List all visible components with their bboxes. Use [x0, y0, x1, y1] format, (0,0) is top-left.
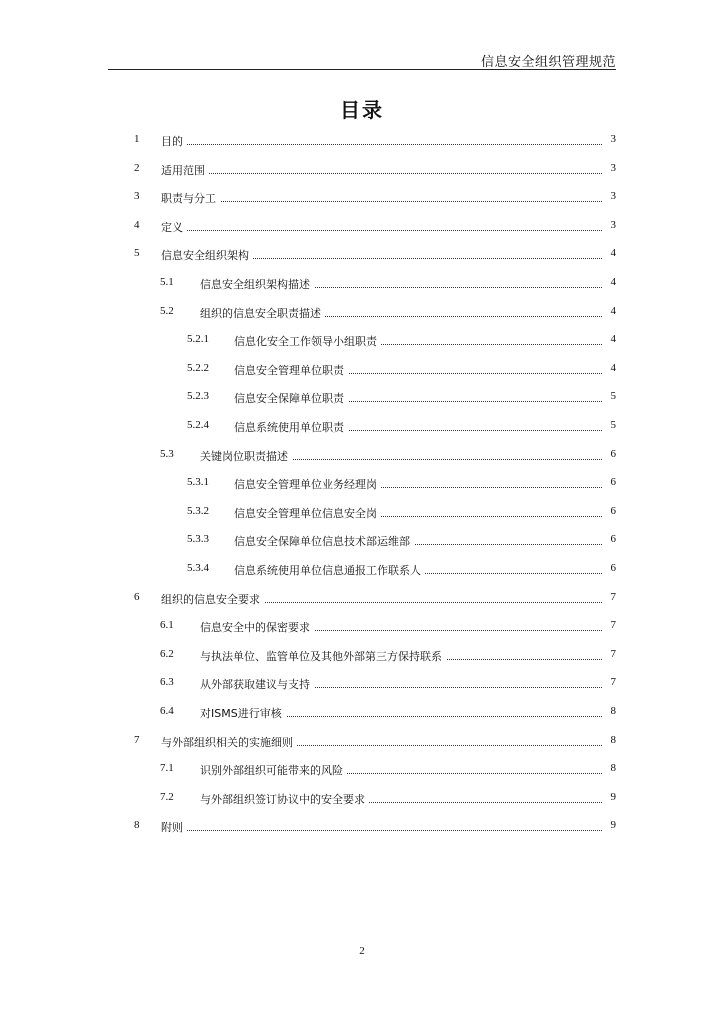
toc-entry-number: 5.3.4	[187, 562, 209, 574]
toc-entry-title: 组织的信息安全职责描述	[200, 305, 325, 321]
toc-entry-number: 6.3	[160, 676, 174, 688]
toc-entry-page: 6	[607, 476, 617, 488]
toc-entry-title: 信息系统使用单位信息通报工作联系人	[234, 562, 425, 578]
toc-entry-title: 信息安全管理单位职责	[234, 362, 348, 378]
toc-entry-page: 7	[607, 619, 617, 631]
toc-entry-title: 信息安全组织架构	[161, 247, 253, 263]
toc-entry[interactable]	[0, 762, 724, 780]
toc-entry[interactable]	[0, 648, 724, 666]
toc-entry-number: 5.2.2	[187, 362, 209, 374]
toc-entry-page: 4	[607, 333, 617, 345]
toc-entry-page: 3	[607, 162, 617, 174]
toc-entry-page: 7	[607, 591, 617, 603]
toc-entry[interactable]	[0, 133, 724, 151]
toc-entry-number: 5.3.3	[187, 533, 209, 545]
toc-entry[interactable]	[0, 219, 724, 237]
toc-entry-title: 组织的信息安全要求	[161, 591, 264, 607]
toc-entry[interactable]	[0, 791, 724, 809]
toc-entry[interactable]	[0, 562, 724, 580]
toc-entry-page: 6	[607, 505, 617, 517]
toc-entry[interactable]	[0, 247, 724, 265]
toc-entry-page: 8	[607, 762, 617, 774]
toc-entry-page: 3	[607, 133, 617, 145]
toc-entry-number: 6.4	[160, 705, 174, 717]
toc-entry[interactable]	[0, 476, 724, 494]
toc-entry[interactable]	[0, 362, 724, 380]
toc-entry-number: 6.1	[160, 619, 174, 631]
toc-entry-title: 信息安全管理单位信息安全岗	[234, 505, 381, 521]
toc-entry-page: 7	[607, 676, 617, 688]
toc-entry-page: 6	[607, 533, 617, 545]
toc-entry-title: 目的	[161, 133, 187, 149]
document-title: 信息安全组织管理规范	[480, 55, 616, 70]
toc-entry[interactable]	[0, 819, 724, 837]
toc-entry-page: 3	[607, 219, 617, 231]
toc-entry-number: 5.2.4	[187, 419, 209, 431]
toc-entry-number: 5.2	[160, 305, 174, 317]
toc-leader-dots	[161, 201, 602, 202]
toc-entry-page: 9	[607, 819, 617, 831]
toc-entry-title: 关键岗位职责描述	[200, 448, 292, 464]
toc-entry-number: 5.2.3	[187, 390, 209, 402]
toc-entry-number: 5.1	[160, 276, 174, 288]
toc-entry[interactable]	[0, 705, 724, 723]
toc-entry-title: 信息安全保障单位职责	[234, 390, 348, 406]
toc-entry[interactable]	[0, 734, 724, 752]
toc-entry-number: 8	[134, 819, 140, 831]
toc-entry[interactable]	[0, 619, 724, 637]
header-divider	[108, 69, 616, 70]
toc-entry-number: 5	[134, 247, 140, 259]
toc-entry-number: 7.1	[160, 762, 174, 774]
toc-entry-page: 7	[607, 648, 617, 660]
toc-entry-number: 5.3.1	[187, 476, 209, 488]
toc-leader-dots	[161, 144, 602, 145]
toc-entry-title: 识别外部组织可能带来的风险	[200, 762, 347, 778]
toc-entry-number: 2	[134, 162, 140, 174]
toc-entry-title: 信息安全管理单位业务经理岗	[234, 476, 381, 492]
toc-leader-dots	[161, 230, 602, 231]
toc-entry[interactable]	[0, 390, 724, 408]
toc-leader-dots	[161, 830, 602, 831]
toc-entry-number: 1	[134, 133, 140, 145]
footer-page-number: 2	[359, 945, 365, 957]
toc-entry-title: 信息安全中的保密要求	[200, 619, 314, 635]
toc-entry-page: 5	[607, 419, 617, 431]
toc-entry-title: 对ISMS进行审核	[200, 705, 286, 721]
toc-entry-page: 9	[607, 791, 617, 803]
toc-entry-number: 5.3.2	[187, 505, 209, 517]
toc-entry[interactable]	[0, 190, 724, 208]
toc-entry[interactable]	[0, 448, 724, 466]
toc-entry[interactable]	[0, 505, 724, 523]
toc-entry-number: 6	[134, 591, 140, 603]
toc-heading: 目录	[340, 98, 384, 122]
toc-entry-page: 6	[607, 448, 617, 460]
toc-entry-title: 与外部组织相关的实施细则	[161, 734, 297, 750]
toc-entry-number: 4	[134, 219, 140, 231]
toc-entry-title: 适用范围	[161, 162, 209, 178]
toc-entry-title: 与外部组织签订协议中的安全要求	[200, 791, 369, 807]
toc-entry-title: 定义	[161, 219, 187, 235]
toc-entry[interactable]	[0, 333, 724, 351]
toc-entry-page: 6	[607, 562, 617, 574]
toc-entry-number: 7	[134, 734, 140, 746]
toc-entry[interactable]	[0, 305, 724, 323]
toc-entry-number: 7.2	[160, 791, 174, 803]
toc-entry-number: 6.2	[160, 648, 174, 660]
toc-entry-page: 3	[607, 190, 617, 202]
toc-entry-title: 职责与分工	[161, 190, 220, 206]
toc-entry-page: 8	[607, 734, 617, 746]
toc-leader-dots	[161, 173, 602, 174]
toc-entry-page: 4	[607, 276, 617, 288]
toc-entry-number: 5.2.1	[187, 333, 209, 345]
toc-entry-number: 5.3	[160, 448, 174, 460]
toc-entry[interactable]	[0, 676, 724, 694]
toc-entry-title: 信息安全组织架构描述	[200, 276, 314, 292]
toc-entry-number: 3	[134, 190, 140, 202]
toc-entry-title: 与执法单位、监管单位及其他外部第三方保持联系	[200, 648, 446, 664]
toc-entry-page: 8	[607, 705, 617, 717]
toc-entry-page: 4	[607, 305, 617, 317]
toc-entry-page: 4	[607, 247, 617, 259]
toc-entry-title: 信息化安全工作领导小组职责	[234, 333, 381, 349]
toc-entry[interactable]	[0, 591, 724, 609]
toc-entry-title: 附则	[161, 819, 187, 835]
toc-entry[interactable]	[0, 419, 724, 437]
toc-entry-title: 信息系统使用单位职责	[234, 419, 348, 435]
toc-entry[interactable]	[0, 162, 724, 180]
toc-entry-title: 信息安全保障单位信息技术部运维部	[234, 533, 414, 549]
toc-entry-page: 5	[607, 390, 617, 402]
toc-entry[interactable]	[0, 533, 724, 551]
toc-entry-title: 从外部获取建议与支持	[200, 676, 314, 692]
toc-entry[interactable]	[0, 276, 724, 294]
toc-entry-page: 4	[607, 362, 617, 374]
